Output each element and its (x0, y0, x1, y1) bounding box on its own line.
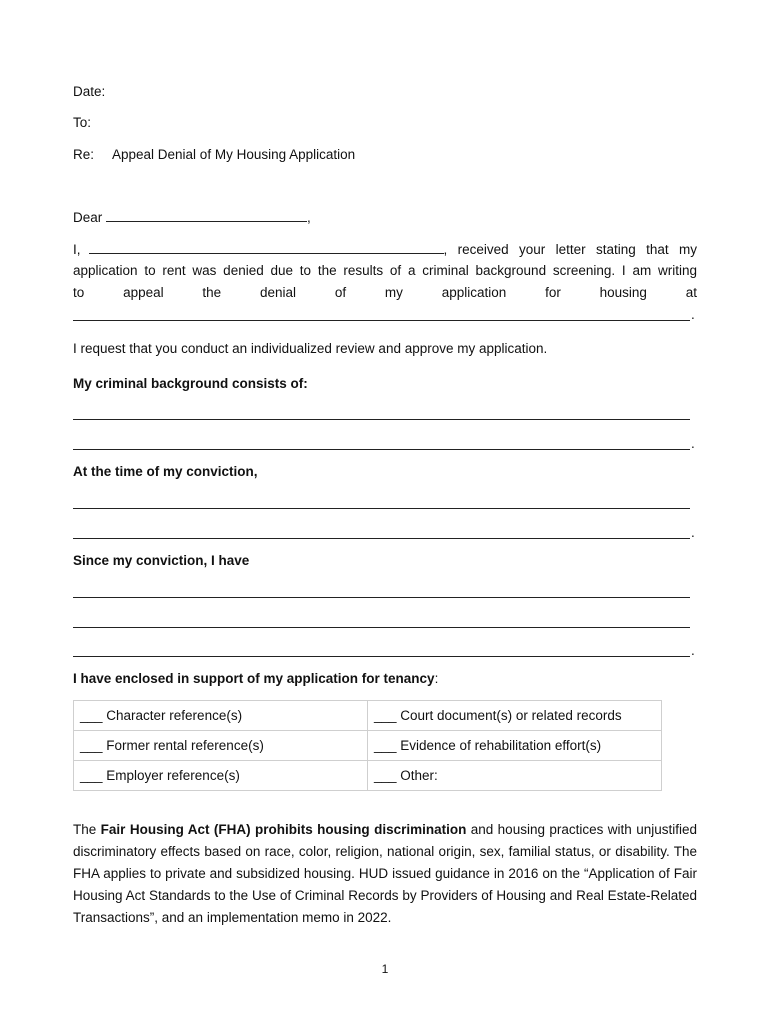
conviction-blank-2[interactable] (73, 538, 690, 539)
applicant-name-blank[interactable] (89, 240, 444, 254)
since-heading: Since my conviction, I have (73, 553, 250, 568)
checklist-item[interactable]: ___ Former rental reference(s) (74, 731, 368, 761)
checklist-item[interactable]: ___ Other: (368, 761, 662, 791)
to-label: To: (73, 115, 92, 130)
intro-line-2: application to rent was denied due to the results of a criminal background screening. I am writing (73, 263, 697, 278)
fha-intro: The (73, 822, 101, 837)
checklist-item[interactable]: ___ Character reference(s) (74, 701, 368, 731)
table-row (74, 731, 662, 761)
address-blank[interactable] (73, 320, 690, 321)
conviction-blank-end: . (691, 525, 695, 540)
fha-rest: and housing practices with unjustified discriminatory effects based on race, color, religion, national origin, sex, familial status, or disability. The FHA applies to private and subsidized housing. HUD issued guidance in 2016 on the “Application of Fair Housing Act Standards to the Use of Criminal Records by Providers of Housing and Real Estate-Related Transactions”, and an implementation memo in 2022. (73, 822, 697, 925)
checklist-item[interactable]: ___ Employer reference(s) (74, 761, 368, 791)
intro-prefix: I, (73, 242, 81, 257)
since-blank-3[interactable] (73, 656, 690, 657)
re-line (73, 146, 355, 164)
recipient-name-blank[interactable] (106, 208, 307, 222)
enclosed-heading-text: I have enclosed in support of my application for tenancy (73, 671, 435, 686)
greeting-prefix: Dear (73, 210, 103, 225)
table-row (74, 701, 662, 731)
enclosed-heading-colon: : (434, 671, 439, 686)
since-blank-end: . (691, 643, 695, 658)
checklist-item[interactable]: ___ Evidence of rehabilitation effort(s) (368, 731, 662, 761)
fha-bold: Fair Housing Act (FHA) prohibits housing discrimination (100, 822, 467, 837)
conviction-heading: At the time of my conviction, (73, 464, 258, 479)
re-subject: Appeal Denial of My Housing Application (112, 147, 356, 162)
re-label: Re: (73, 147, 95, 162)
checklist-item[interactable]: ___ Court document(s) or related records (368, 701, 662, 731)
intro-line-1 (73, 240, 697, 259)
enclosed-checklist-table (73, 700, 662, 791)
intro-line-3: to appeal the denial of my application for housing at (73, 285, 697, 300)
greeting-suffix: , (307, 210, 311, 225)
table-row (74, 761, 662, 791)
since-blank-1[interactable] (73, 597, 690, 598)
date-label: Date: (73, 84, 106, 99)
conviction-blank-1[interactable] (73, 508, 690, 509)
request-text: I request that you conduct an individualized review and approve my application. (73, 341, 548, 356)
since-blank-2[interactable] (73, 627, 690, 628)
address-blank-end: . (691, 307, 695, 322)
greeting (73, 208, 311, 227)
background-blank-2[interactable] (73, 449, 690, 450)
background-blank-1[interactable] (73, 419, 690, 420)
background-heading: My criminal background consists of: (73, 376, 308, 391)
intro-suffix: , received your letter stating that my (443, 242, 697, 257)
page-number: 1 (381, 962, 389, 976)
background-blank-end: . (691, 436, 695, 451)
enclosed-heading (73, 670, 438, 688)
fha-paragraph (73, 819, 697, 929)
